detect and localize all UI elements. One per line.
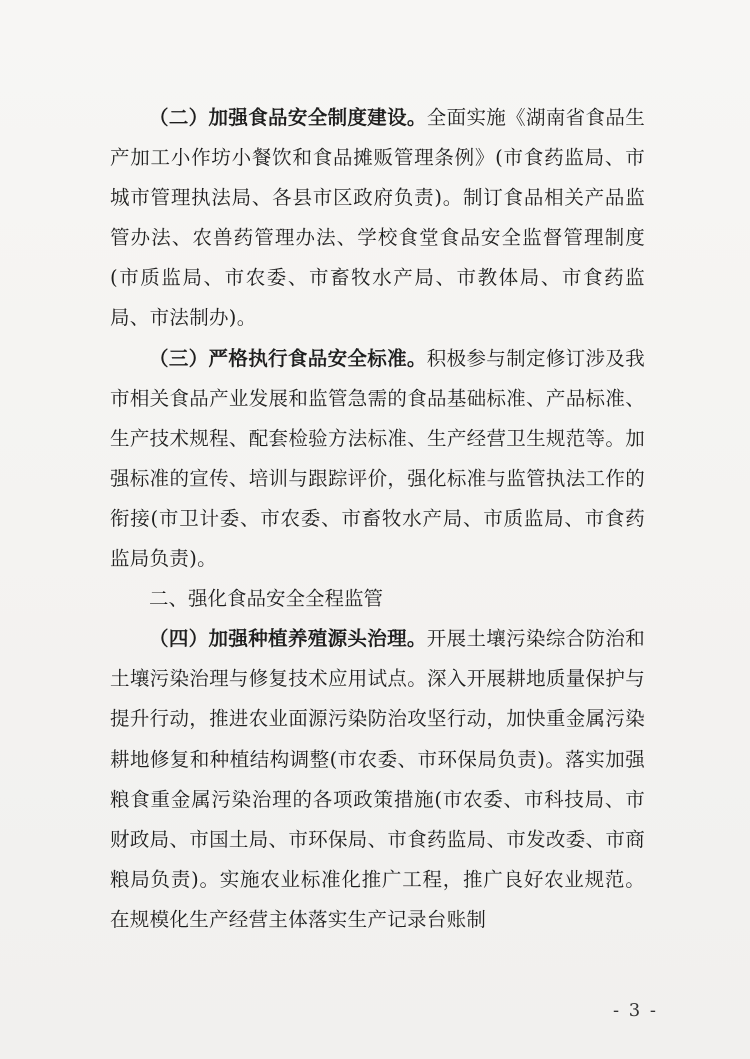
page-number: - 3 - bbox=[612, 1000, 658, 1021]
paragraph-four-lead: （四）加强种植养殖源头治理。 bbox=[149, 627, 427, 651]
document-body bbox=[110, 98, 645, 940]
paragraph-two-lead: （二）加强食品安全制度建设。 bbox=[149, 106, 427, 129]
paragraph-three-body: 积极参与制定修订涉及我市相关食品产业发展和监管急需的食品基础标准、产品标准、生产技术规程、配套检验方法标准、生产经营卫生规范等。加强标准的宣传、培训与跟踪评价，强化标准与监管执法工作的衔接(市卫计委、市农委、市畜牧水产局、市质监局、市食药监局负责)。 bbox=[110, 346, 645, 571]
paragraph-three-lead: （三）严格执行食品安全标准。 bbox=[149, 346, 427, 370]
paragraph-two-body: 全面实施《湖南省食品生产加工小作坊小餐饮和食品摊贩管理条例》(市食药监局、市城市管理执法局、各县市区政府负责)。制订食品相关产品监管办法、农兽药管理办法、学校食堂食品安全监督管理制度(市质监局、市农委、市畜牧水产局、市教体局、市食药监局、市法制办)。 bbox=[110, 106, 645, 330]
paragraph-two bbox=[110, 98, 645, 339]
paragraph-four bbox=[110, 619, 645, 940]
paragraph-three bbox=[110, 339, 645, 580]
section-heading: 二、强化食品安全全程监管 bbox=[149, 587, 384, 611]
paragraph-four-body: 开展土壤污染综合防治和土壤污染治理与修复技术应用试点。深入开展耕地质量保护与提升行动，推进农业面源污染防治攻坚行动，加快重金属污染耕地修复和种植结构调整(市农委、市环保局负责)。落实加强粮食重金属污染治理的各项政策措施(市农委、市科技局、市财政局、市国土局、市环保局、市食药监局、市发改委、市商粮局负责)。实施农业标准化推广工程，推广良好农业规范。在规模化生产经营主体落实生产记录台账制 bbox=[110, 627, 645, 931]
